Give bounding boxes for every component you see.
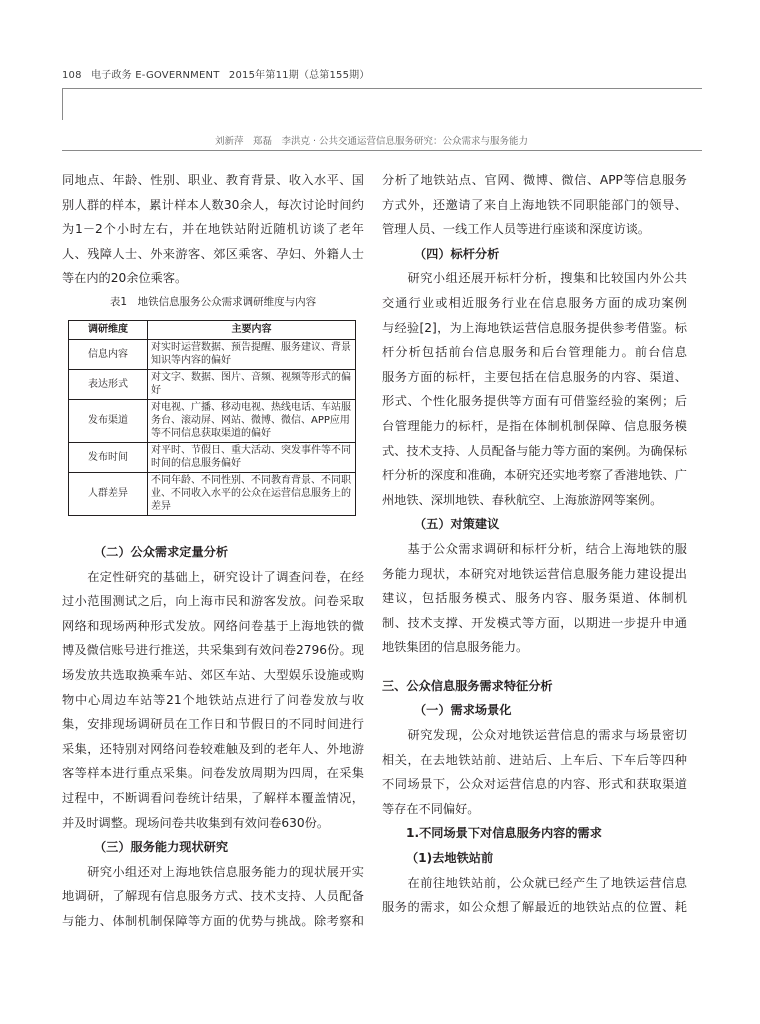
text-line: 交通行业或相近服务行业在信息服务方面的成功案例 (382, 295, 687, 310)
text-line: 集，安排现场调研员在工作日和节假日的不同时间进行 (62, 717, 364, 732)
right-column (382, 168, 687, 920)
text-line: 分析了地铁站点、官网、微博、微信、APP等信息服务 (382, 173, 687, 187)
article-running-title: 刘新萍 郑磊 李洪克 · 公共交通运营信息服务研究：公众需求与服务能力 (214, 136, 528, 147)
text-line: 方式外，还邀请了来自上海地铁不同职能部门的领导、 (382, 197, 687, 212)
table-row (69, 472, 356, 515)
text-line: 人、残障人士、外来游客、郊区乘客、孕妇、外籍人士 (62, 246, 364, 261)
text-line: 场发放共选取换乘车站、郊区车站、大型娱乐设施或购 (62, 667, 364, 682)
text-line: 研究发现，公众对地铁运营信息的需求与场景密切 (382, 728, 687, 743)
text-line: 杆分析包括前台信息服务和后台管理能力。前台信息 (382, 345, 687, 360)
text-line: 建议，包括服务模式、服务内容、服务渠道、体制机 (382, 591, 687, 606)
text-line: 等在内的20余位乘客。 (62, 271, 188, 286)
text-line: 研究小组还对上海地铁信息服务能力的现状展开实 (62, 864, 364, 879)
left-column-top (62, 168, 364, 291)
table-cell-dimension: 发布时间 (69, 442, 148, 472)
text-line: 地铁集团的信息服务能力。 (382, 640, 529, 655)
text-line: 州地铁、深圳地铁、春秋航空、上海旅游网等案例。 (382, 492, 663, 507)
section-heading: （二）公众需求定量分析 (94, 545, 229, 559)
page-number: 108 (62, 70, 82, 81)
text-line: 研究小组还展开标杆分析，搜集和比较国内外公共 (382, 271, 687, 286)
issue-info: 2015年第11期（总第155期） (228, 70, 370, 81)
section-heading: （五）对策建议 (414, 517, 500, 532)
running-header (62, 66, 376, 81)
text-line: 相关，在去地铁站前、进站后、上车后、下车后等四种 (382, 752, 687, 767)
text-line: 服务的需求，如公众想了解最近的地铁站点的位置、耗 (382, 900, 687, 915)
text-line: 过小范围测试之后，向上海市民和游客发放。问卷采取 (62, 594, 364, 609)
text-line: 在定性研究的基础上，研究设计了调查问卷，在经 (62, 569, 364, 584)
subheader-rule (62, 150, 702, 151)
table-cell-dimension: 人群差异 (69, 472, 148, 515)
table-cell-dimension: 发布渠道 (69, 399, 148, 442)
text-line: 等存在不同偏好。 (382, 801, 480, 816)
text-line: 网络和现场两种形式发放。网络问卷基于上海地铁的微 (62, 618, 364, 633)
table-row (69, 340, 356, 370)
table-header-row (69, 321, 356, 340)
text-line: 制、技术支撑、开发模式等方面，以期进一步提升申通 (382, 615, 687, 630)
left-column-bottom (62, 540, 364, 934)
table-row (69, 442, 356, 472)
text-line: 服务方面的标杆，主要包括在信息服务的内容、渠道、 (382, 369, 687, 384)
table-row (69, 399, 356, 442)
text-line: 基于公众需求调研和标杆分析，结合上海地铁的服 (382, 541, 687, 556)
table-caption: 表1 地铁信息服务公众需求调研维度与内容 (109, 296, 317, 308)
text-line: 形式、个性化服务提供等方面有可借鉴经验的案例；后 (382, 394, 687, 409)
survey-dimensions-table (68, 320, 356, 516)
text-line: 与经验[2]，为上海地铁运营信息服务提供参考借鉴。标 (382, 320, 687, 335)
text-line: 管理人员、一线工作人员等进行座谈和深度访谈。 (382, 222, 651, 237)
table-header-cell: 主要内容 (148, 321, 356, 340)
table-cell-dimension: 表达形式 (69, 369, 148, 399)
section-heading: （一）需求场景化 (414, 703, 512, 718)
sub-subsection-heading: （1)去地铁站前 (406, 851, 494, 866)
text-line: 过程中，不断调看问卷统计结果，了解样本覆盖情况， (62, 790, 364, 805)
subsection-heading: 1.不同场景下对信息服务内容的需求 (406, 826, 602, 841)
table-header-cell: 调研维度 (69, 321, 148, 340)
text-line: 与能力、体制机制保障等方面的优势与挑战。除考察和 (62, 913, 364, 928)
header-vertical-rule (62, 88, 63, 120)
table-row (69, 369, 356, 399)
table-cell-content: 对文字、数据、图片、音频、视频等形式的偏好 (148, 369, 356, 399)
text-line: 采集，还特别对网络问卷较难触及到的老年人、外地游 (62, 741, 364, 756)
section-heading: （四）标杆分析 (414, 246, 500, 261)
text-line: 为1－2个小时左右，并在地铁站附近随机访谈了老年 (62, 222, 364, 237)
journal-name: 电子政务 E-GOVERNMENT (91, 70, 220, 81)
text-line: 式、技术支持、人员配备与能力等方面的案例。为确保标 (382, 443, 687, 458)
text-line: 务能力现状，本研究对地铁运营信息服务能力建设提出 (382, 566, 687, 581)
header-rule (62, 88, 702, 89)
text-line: 并及时调整。现场问卷共收集到有效问卷630份。 (62, 815, 330, 830)
text-line: 地调研，了解现有信息服务方式、技术支持、人员配备 (62, 889, 364, 904)
text-line: 博及微信账号进行推送，共采集到有效问卷2796份。现 (62, 643, 364, 658)
section-heading: （三）服务能力现状研究 (94, 840, 229, 855)
chapter-heading: 三、公众信息服务需求特征分析 (382, 678, 553, 693)
text-line: 客等样本进行重点采集。问卷发放周期为四周，在采集 (62, 766, 364, 781)
table-cell-content: 对电视、广播、移动电视、热线电话、车站服务台、滚动屏、网站、微博、微信、APP应用等不同信息获取渠道的偏好 (148, 399, 356, 442)
table-cell-dimension: 信息内容 (69, 340, 148, 370)
text-line: 别人群的样本，累计样本人数30余人，每次讨论时间约 (62, 197, 364, 212)
text-line: 同地点、年龄、性别、职业、教育背景、收入水平、国 (62, 173, 364, 187)
text-line: 杆分析的深度和准确，本研究还实地考察了香港地铁、广 (382, 468, 687, 483)
table-cell-content: 对平时、节假日、重大活动、突发事件等不同时间的信息服务偏好 (148, 442, 356, 472)
table-cell-content: 对实时运营数据、预告提醒、服务建议、背景知识等内容的偏好 (148, 340, 356, 370)
text-line: 台管理能力的标杆，是指在体制机制保障、信息服务模 (382, 418, 687, 433)
text-line: 物中心周边车站等21个地铁站点进行了问卷发放与收 (62, 692, 364, 707)
text-line: 不同场景下，公众对运营信息的内容、形式和获取渠道 (382, 777, 687, 792)
table-cell-content: 不同年龄、不同性别、不同教育背景、不同职业、不同收入水平的公众在运营信息服务上的差异 (148, 472, 356, 515)
text-line: 在前往地铁站前，公众就已经产生了地铁运营信息 (382, 875, 687, 890)
